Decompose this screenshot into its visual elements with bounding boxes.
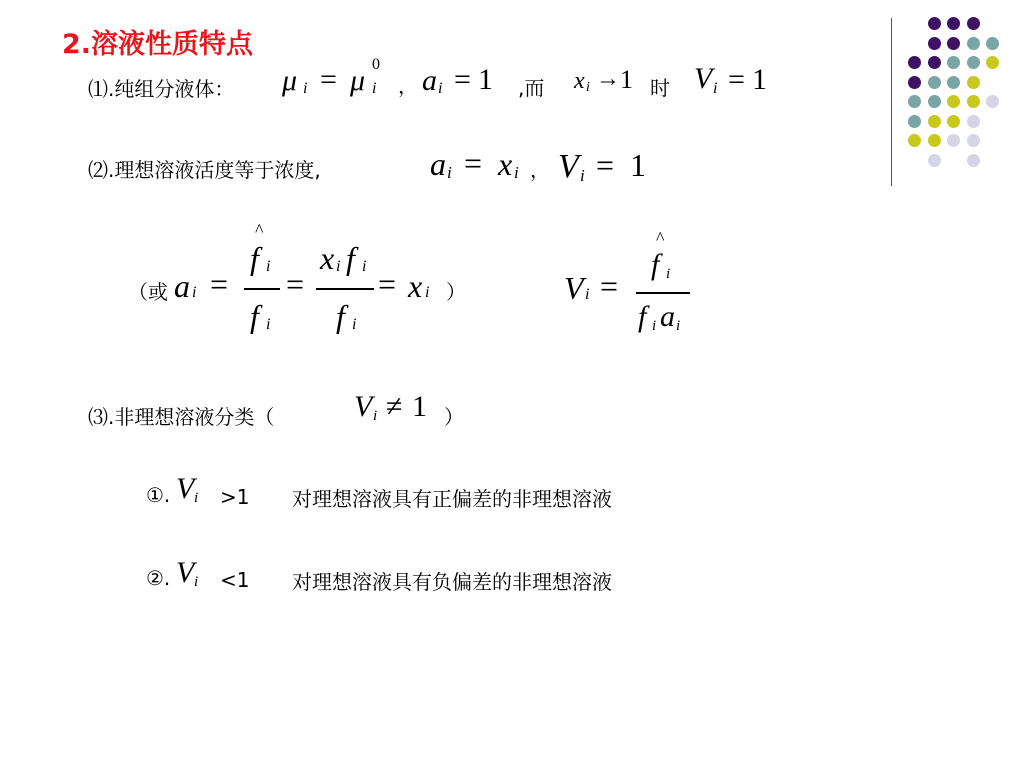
decorative-dot xyxy=(928,115,941,128)
case1-marker: ①. xyxy=(146,483,171,507)
decorative-dot xyxy=(908,95,921,108)
decorative-dot xyxy=(928,154,941,167)
decorative-dot xyxy=(986,56,999,69)
case2-desc: 对理想溶液具有负偏差的非理想溶液 xyxy=(292,570,612,594)
decorative-dot xyxy=(967,154,980,167)
activity-coefficient-formula: V i = ^ f i f i a i xyxy=(564,230,704,340)
decorative-dot xyxy=(967,37,980,50)
decorative-dot xyxy=(947,95,960,108)
activity-formula: （或 a i = ^ f i f i = x i f i f i = x i ） xyxy=(128,220,466,334)
decorative-dot xyxy=(908,115,921,128)
decorative-dot xyxy=(947,17,960,30)
decorative-dot xyxy=(908,76,921,89)
decorative-dot xyxy=(928,134,941,147)
item1-label: ⑴.纯组分液体： xyxy=(88,77,235,101)
decorative-dot xyxy=(928,56,941,69)
divider-line xyxy=(891,18,892,186)
decorative-dot xyxy=(928,37,941,50)
decorative-dot xyxy=(967,95,980,108)
case1-op: >1 xyxy=(220,485,250,509)
decorative-dot xyxy=(908,134,921,147)
decorative-dot xyxy=(928,95,941,108)
item2-label: ⑵.理想溶液活度等于浓度, xyxy=(88,158,321,182)
decorative-dot xyxy=(908,56,921,69)
decorative-dot xyxy=(947,115,960,128)
item3-label: ⑶.非理想溶液分类（ xyxy=(88,405,275,429)
case2-marker: ②. xyxy=(146,566,171,590)
decorative-dot xyxy=(967,17,980,30)
slide-title: 2.溶液性质特点 xyxy=(62,29,254,60)
decorative-dot xyxy=(967,134,980,147)
decorative-dot xyxy=(947,56,960,69)
decorative-dot xyxy=(967,115,980,128)
decorative-dot xyxy=(947,76,960,89)
decorative-dot xyxy=(967,56,980,69)
decorative-dot xyxy=(967,76,980,89)
decorative-dot xyxy=(928,17,941,30)
decorative-dot xyxy=(986,37,999,50)
case1-desc: 对理想溶液具有正偏差的非理想溶液 xyxy=(292,487,612,511)
decorative-dot xyxy=(928,76,941,89)
decorative-dot xyxy=(947,37,960,50)
decorative-dot xyxy=(986,95,999,108)
case2-op: <1 xyxy=(220,568,250,592)
decorative-dot xyxy=(947,134,960,147)
